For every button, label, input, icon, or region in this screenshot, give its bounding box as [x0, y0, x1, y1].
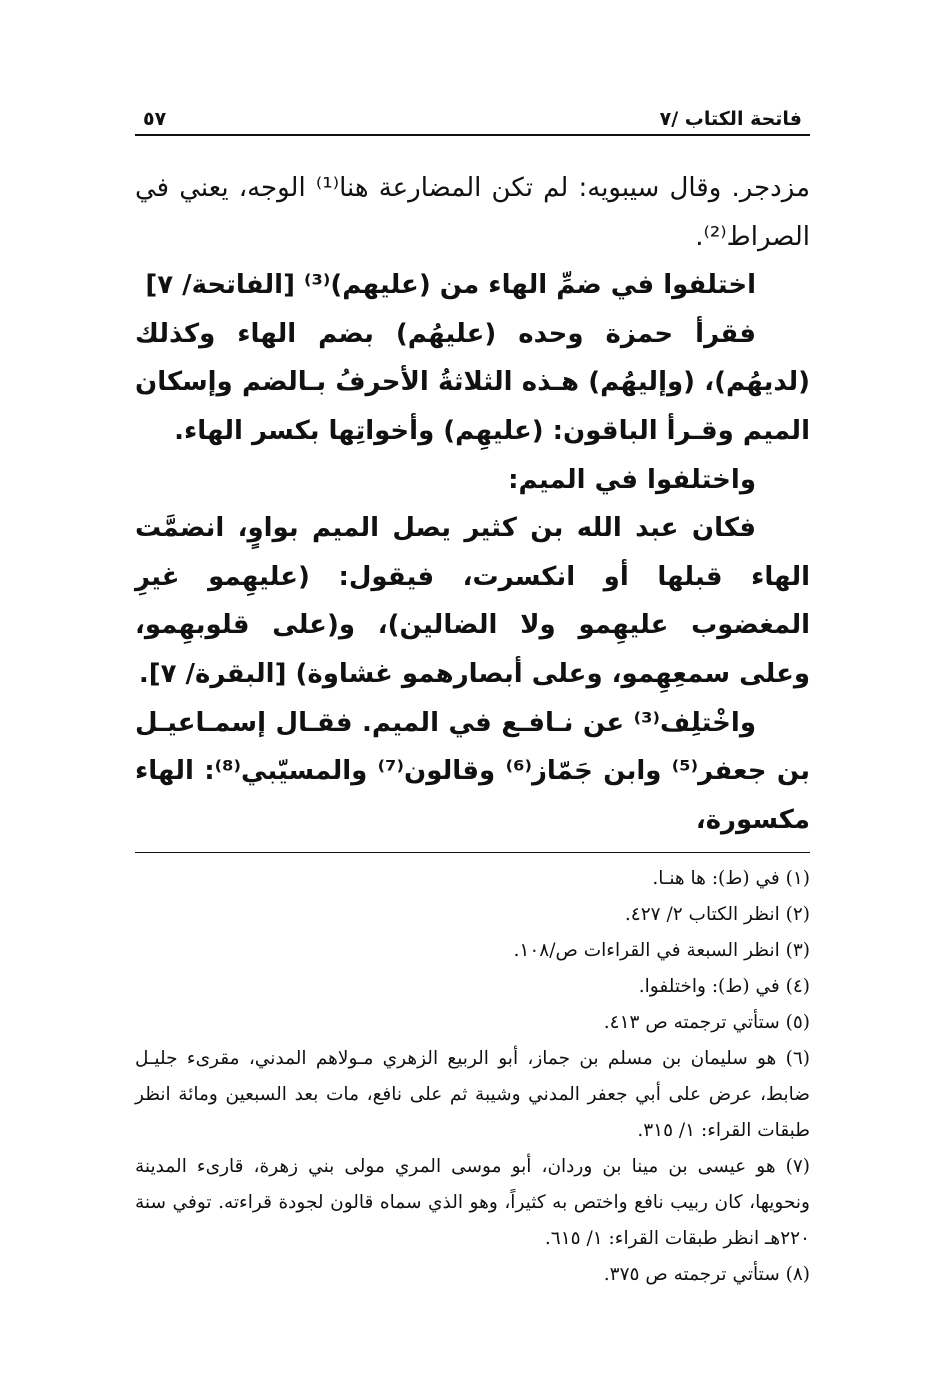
chapter-title: فاتحة الكتاب /٧	[659, 108, 802, 130]
book-page	[135, 96, 810, 1293]
footnotes	[135, 861, 810, 1293]
footnote-8: (٨) ستأتي ترجمته ص ٣٧٥.	[603, 1264, 810, 1286]
paragraph-1: مزدجر. وقال سيبويه: لم تكن المضارعة هنا⁽¹⁾ الوجه، يعني في الصراط⁽²⁾.	[135, 173, 810, 252]
page-number: ٥٧	[143, 108, 167, 130]
paragraph-3: فكان عبد الله بن كثير يصل الميم بواوٍ، انضمَّت الهاء قبلها أو انكسرت، فيقول: (عليهِمو غيرِ المغضوب عليهِمو ولا الضالين)، و(على قلوبهِمو، وعلى سمعِهِمو، وعلى أبصارهمو غشاوة) [البقرة/ ٧].	[135, 513, 810, 689]
section-heading-2: واختلفوا في الميم:	[508, 464, 756, 495]
main-text	[135, 164, 810, 844]
footnote-5: (٥) ستأتي ترجمته ص ٤١٣.	[603, 1012, 810, 1034]
footnote-7: (٧) هو عيسى بن مينا بن وردان، أبو موسى المري مولى بني زهرة، قارىء المدينة ونحويها، كان ربيب نافع واختص به كثيراً، وهو الذي سماه قالون لجودة قراءته. توفي سنة ٢٢٠هـ انظر طبقات القراء: ١/ ٦١٥.	[135, 1156, 810, 1250]
footnote-4: (٤) في (ط): واختلفوا.	[638, 976, 810, 998]
footnote-3: (٣) انظر السبعة في القراءات ص/١٠٨.	[513, 940, 810, 962]
footnote-1: (١) في (ط): ها هنـا.	[652, 868, 810, 890]
footnote-2: (٢) انظر الكتاب ٢/ ٤٢٧.	[624, 904, 810, 926]
footnote-rule	[135, 852, 810, 853]
section-heading-3: واخْتلِف⁽³⁾ عن نـافـع في الميم. فقـال إسمـاعيـل بن جعفر⁽⁵⁾ وابن جَمّاز⁽⁶⁾ وقالون⁽⁷⁾ والمسيّبي⁽⁸⁾: الهاء مكسورة،	[135, 707, 810, 835]
footnote-6: (٦) هو سليمان بن مسلم بن جماز، أبو الربيع الزهري مـولاهم المدني، مقرىء جليـل ضابط، عرض على أبي جعفر المدني وشيبة ثم على نافع، مات بعد السبعين ومائة انظر طبقات القراء: ١/ ٣١٥.	[135, 1048, 810, 1142]
running-header	[135, 96, 810, 134]
section-heading-1: اختلفوا في ضمِّ الهاء من (عليهم)⁽³⁾ [الفاتحة/ ٧]	[145, 270, 756, 301]
paragraph-2: فقرأ حمزة وحده (عليهُم) بضم الهاء وكذلك (لديهُم)، (وإليهُم) هـذه الثلاثةُ الأحرفُ بـالضم وإسكان الميم وقـرأ الباقون: (عليهِم) وأخواتِها بكسر الهاء.	[135, 318, 810, 446]
header-rule	[135, 134, 810, 136]
